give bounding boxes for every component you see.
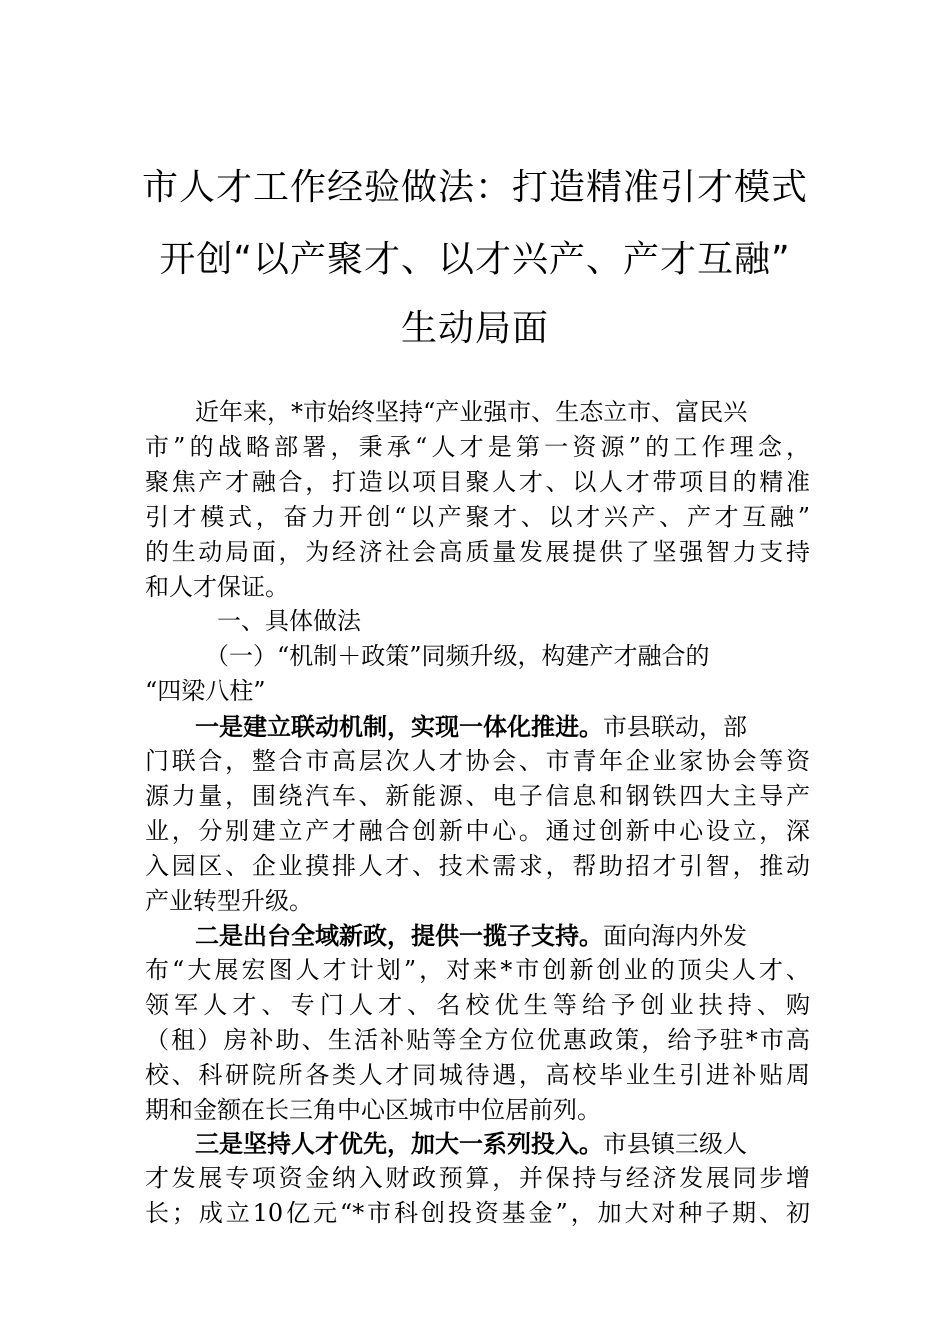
text-line <box>145 1126 810 1161</box>
subsection-heading-line: （一）“机制＋政策”同频升级，构建产才融合的 <box>205 642 710 670</box>
text-line: 才发展专项资金纳入财政预算，并保持与经济发展同步增 <box>145 1164 810 1192</box>
text-line: 领军人才、专门人才、名校优生等给予创业扶持、购 <box>145 991 810 1019</box>
paragraph-lead: 二是出台全域新政，提供一揽子支持。 <box>195 921 603 950</box>
text-line: 布“大展宏图人才计划”，对来*市创新创业的顶尖人才、 <box>145 956 810 984</box>
text-line: 长；成立10亿元“*市科创投资基金”，加大对种子期、初 <box>145 1199 810 1227</box>
text-line: 入园区、企业摸排人才、技术需求，帮助招才引智，推动 <box>145 852 810 880</box>
paragraph-text: 市县镇三级人 <box>603 1130 747 1158</box>
text-line: 和人才保证。 <box>145 573 289 601</box>
subsection-heading-line: “四梁八柱” <box>145 677 266 705</box>
paragraph-text: 市县联动，部 <box>603 713 747 741</box>
section-heading: 一、具体做法 <box>217 607 361 635</box>
paragraph-lead: 一是建立联动机制，实现一体化推进。 <box>195 712 603 741</box>
text-line: 的生动局面，为经济社会高质量发展提供了坚强智力支持 <box>145 538 810 566</box>
text-line: 聚焦产才融合，打造以项目聚人才、以人才带项目的精准 <box>145 468 810 496</box>
text-line: 引才模式，奋力开创“以产聚才、以才兴产、产才互融” <box>145 503 810 531</box>
text-line <box>145 918 810 953</box>
text-line: 源力量，围绕汽车、新能源、电子信息和钢铁四大主导产 <box>145 782 810 810</box>
paragraph-1 <box>145 709 810 919</box>
text-line: （租）房补助、生活补贴等全方位优惠政策，给予驻*市高 <box>145 1026 810 1054</box>
text-line: 校、科研院所各类人才同城待遇，高校毕业生引进补贴周 <box>145 1061 810 1089</box>
text-line: 期和金额在长三角中心区城市中位居前列。 <box>145 1096 601 1124</box>
paragraph-text: 面向海内外发 <box>603 922 747 950</box>
text-line: 近年来，*市始终坚持“产业强市、生态立市、富民兴 <box>195 398 748 426</box>
intro-paragraph <box>145 395 810 605</box>
title-line-2: 开创“以产聚才、以才兴产、产才互融” <box>159 239 791 280</box>
text-line: 门联合，整合市高层次人才协会、市青年企业家协会等资 <box>145 747 810 775</box>
paragraph-3 <box>145 1126 810 1231</box>
title-line-1: 市人才工作经验做法：打造精准引才模式 <box>141 167 808 208</box>
section-heading-block <box>145 604 810 709</box>
text-line: 产业转型升级。 <box>145 887 313 915</box>
title-line-3: 生动局面 <box>400 308 549 349</box>
paragraph-lead: 三是坚持人才优先，加大一系列投入。 <box>195 1129 603 1158</box>
text-line: 市”的战略部署，秉承“人才是第一资源”的工作理念， <box>145 433 810 461</box>
paragraph-2 <box>145 918 810 1128</box>
text-line <box>145 709 810 744</box>
text-line: 业，分别建立产才融合创新中心。通过创新中心设立，深 <box>145 817 810 845</box>
